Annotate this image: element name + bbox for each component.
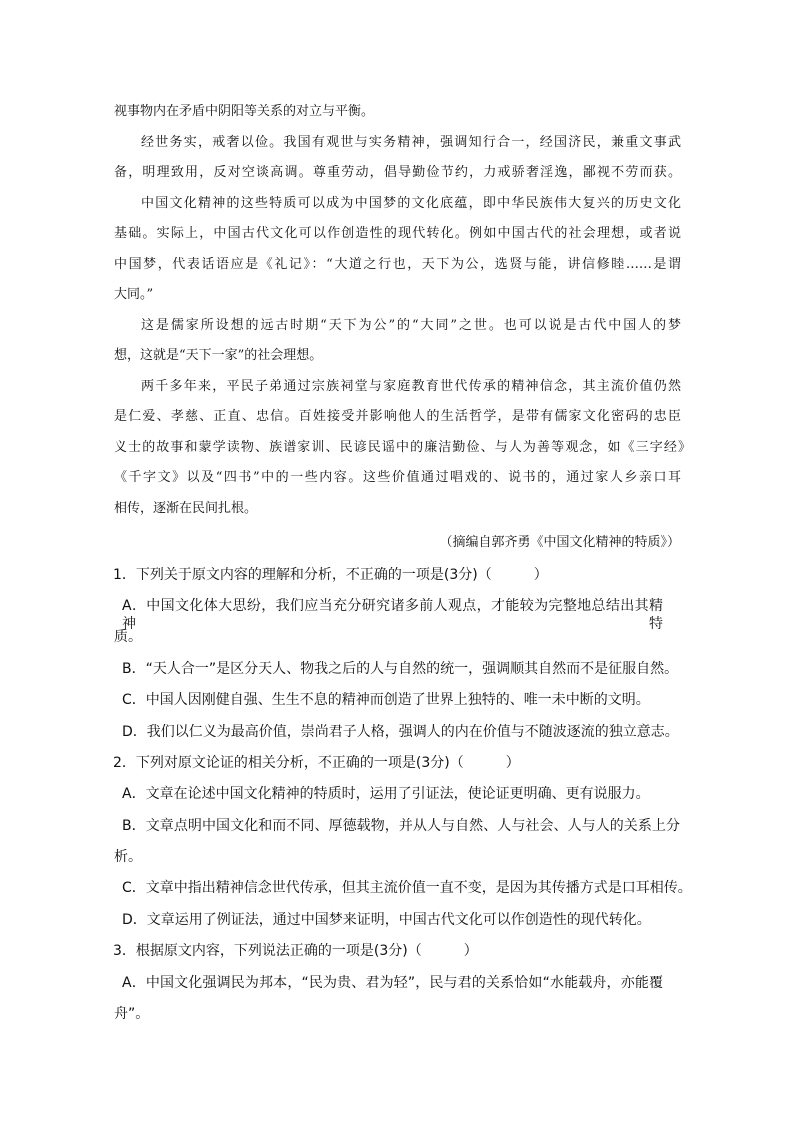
passage-line: 中国梦，代表话语应是《礼记》：“大道之行也，天下为公，选贤与能，讲信修睦……是谓	[114, 257, 681, 272]
option-a: A．文章在论述中国文化精神的特质时，运用了引证法，使论证更明确、更有说服力。	[122, 786, 650, 802]
question-stem: 1．下列关于原文内容的理解和分析，不正确的一项是(3分)（ ）	[113, 567, 548, 583]
passage-line: 想，这就是“天下一家”的社会理想。	[114, 348, 323, 363]
passage-line: 两千多年来，平民子弟通过宗族祠堂与家庭教育世代传承的精神信念，其主流价值仍然	[141, 379, 681, 394]
option-b: B．文章点明中国文化和而不同、厚德载物，并从人与自然、人与社会、人与人的关系上分	[122, 818, 680, 834]
option-d: D．我们以仁义为最高价值，崇尚君子人格，强调人的内在价值与不随波逐流的独立意志。	[122, 724, 679, 740]
passage-line: 基础。实际上，中国古代文化可以作创造性的现代转化。例如中国古代的社会理想，或者说	[114, 226, 681, 241]
question-stem: 3．根据原文内容，下列说法正确的一项是(3分)（ ）	[113, 943, 478, 959]
passage-line: 《千字文》以及“四书”中的一些内容。这些价值通过唱戏的、说书的，通过家人乡亲口耳	[114, 470, 681, 485]
option-a-continued: 质。	[114, 629, 142, 645]
passage-line: 视事物内在矛盾中阴阳等关系的对立与平衡。	[114, 104, 375, 119]
option-a: A．中国文化强调民为邦本，“民为贵、君为轻”，民与君的关系恰如“水能载舟，亦能覆	[122, 975, 663, 991]
passage-line: 中国文化精神的这些特质可以成为中国梦的文化底蕴，即中华民族伟大复兴的历史文化	[141, 196, 681, 211]
passage-line: 义士的故事和蒙学读物、族谱家训、民谚民谣中的廉洁勤俭、与人为善等观念，如《三字经》	[114, 440, 691, 455]
passage-source: （摘编自郭齐勇《中国文化精神的特质》）	[439, 535, 680, 550]
option-a: A．中国文化体大思纷，我们应当充分研究诸多前人观点，才能较为完整地总结出其精神特	[122, 598, 663, 632]
option-c: C．中国人因刚健自强、生生不息的精神而创造了世界上独特的、唯一未中断的文明。	[122, 692, 650, 708]
passage-line: 相传，逐渐在民间扎根。	[114, 501, 258, 516]
passage-line: 大同。”	[114, 287, 154, 302]
passage-line: 备，明理致用，反对空谈高调。尊重劳动，倡导勤俭节约，力戒骄奢淫逸，鄙视不劳而获。	[114, 165, 681, 180]
option-b: B．“天人合一”是区分天人、物我之后的人与自然的统一，强调顺其自然而不是征服自然。	[122, 661, 679, 677]
option-d: D．文章运用了例证法，通过中国梦来证明，中国古代文化可以作创造性的现代转化。	[122, 912, 651, 928]
option-a-continued: 舟”。	[114, 1006, 150, 1022]
option-b-continued: 析。	[114, 849, 142, 865]
question-stem: 2．下列对原文论证的相关分析，不正确的一项是(3分)（ ）	[113, 755, 520, 771]
option-c: C．文章中指出精神信念世代传承，但其主流价值一直不变，是因为其传播方式是口耳相传。	[122, 880, 692, 896]
passage-line: 这是儒家所设想的远古时期“天下为公”的“大同”之世。也可以说是古代中国人的梦	[141, 318, 681, 333]
passage-line: 经世务实，戒奢以俭。我国有观世与实务精神，强调知行合一，经国济民，兼重文事武	[141, 135, 681, 150]
passage-line: 是仁爱、孝慈、正直、忠信。百姓接受并影响他人的生活哲学，是带有儒家文化密码的忠臣	[114, 409, 681, 424]
